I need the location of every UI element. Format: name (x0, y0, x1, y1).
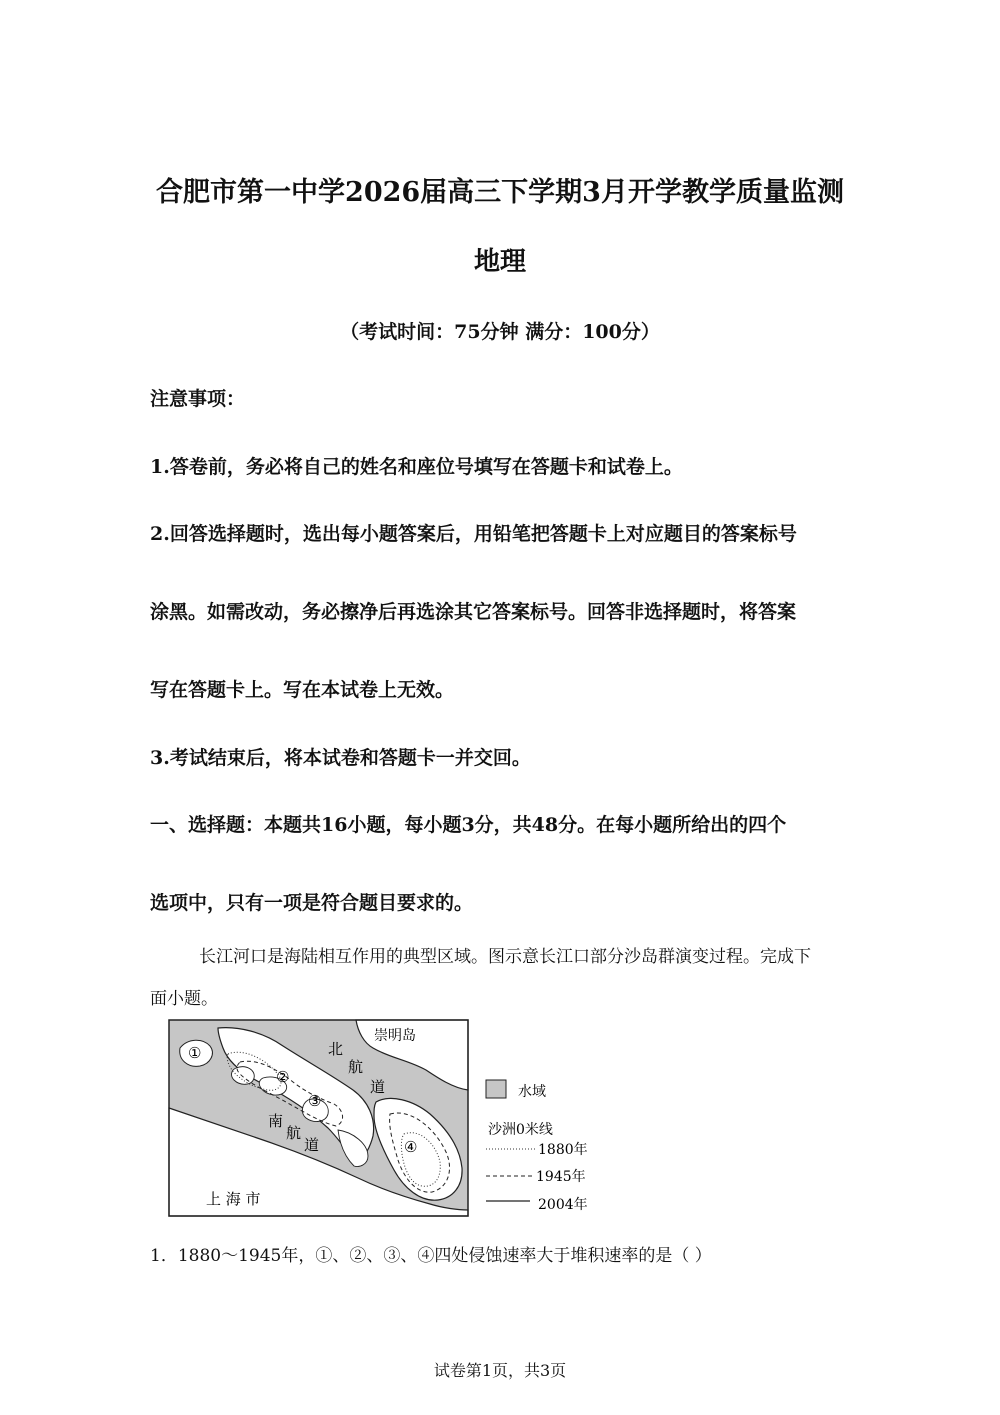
section-heading-line-2: 选项中，只有一项是符合题目要求的。 (150, 892, 474, 914)
exam-info: （考试时间：75分钟 满分：100分） (340, 321, 660, 343)
subject-title: 地理 (473, 247, 526, 277)
notice-item-2-line-1: 2.回答选择题时，选出每小题答案后，用铅笔把答题卡上对应题目的答案标号 (150, 523, 797, 545)
mark-3: ③ (308, 1092, 322, 1110)
page-footer: 试卷第1页，共3页 (433, 1361, 567, 1380)
intro-line-1: 长江河口是海陆相互作用的典型区域。图示意长江口部分沙岛群演变过程。完成下 (199, 947, 811, 967)
legend-water-label: 水域 (518, 1084, 546, 1100)
notice-item-1: 1.答卷前，务必将自己的姓名和座位号填写在答题卡和试卷上。 (150, 456, 683, 478)
legend-water-swatch (486, 1080, 506, 1098)
notice-heading: 注意事项： (150, 388, 246, 410)
mark-2: ② (276, 1068, 290, 1086)
label-south-2: 航 (286, 1124, 302, 1142)
map-legend (486, 1080, 588, 1213)
label-south-1: 南 (268, 1112, 284, 1130)
question-1: 1．1880～1945年，①、②、③、④四处侵蚀速率大于堆积速率的是（ ） (150, 1246, 712, 1266)
label-north-2: 航 (348, 1058, 364, 1076)
mark-4: ④ (404, 1138, 418, 1156)
label-north-1: 北 (328, 1040, 344, 1058)
page-title: 合肥市第一中学2026届高三下学期3月开学教学质量监测 (156, 177, 844, 208)
notice-item-3: 3.考试结束后，将本试卷和答题卡一并交回。 (150, 747, 531, 769)
legend-2004-label: 2004年 (538, 1197, 588, 1213)
notice-item-2-line-2: 涂黑。如需改动，务必擦净后再选涂其它答案标号。回答非选择题时，将答案 (150, 601, 797, 623)
map-frame (169, 1020, 468, 1216)
legend-title: 沙洲0米线 (488, 1122, 553, 1138)
label-chongming: 崇明岛 (374, 1028, 416, 1044)
legend-1880-label: 1880年 (538, 1142, 588, 1158)
intro-line-2: 面小题。 (150, 989, 218, 1009)
label-north-3: 道 (370, 1078, 386, 1096)
map-svg (168, 1018, 608, 1218)
label-shanghai: 上 海 市 (206, 1190, 261, 1208)
mark-1: ① (188, 1044, 202, 1062)
section-heading-line-1: 一、选择题：本题共16小题，每小题3分，共48分。在每小题所给出的四个 (150, 814, 787, 836)
label-south-3: 道 (304, 1136, 320, 1154)
notice-item-2-line-3: 写在答题卡上。写在本试卷上无效。 (150, 679, 455, 701)
yangtze-estuary-map (168, 1018, 608, 1218)
legend-1945-label: 1945年 (536, 1169, 586, 1185)
